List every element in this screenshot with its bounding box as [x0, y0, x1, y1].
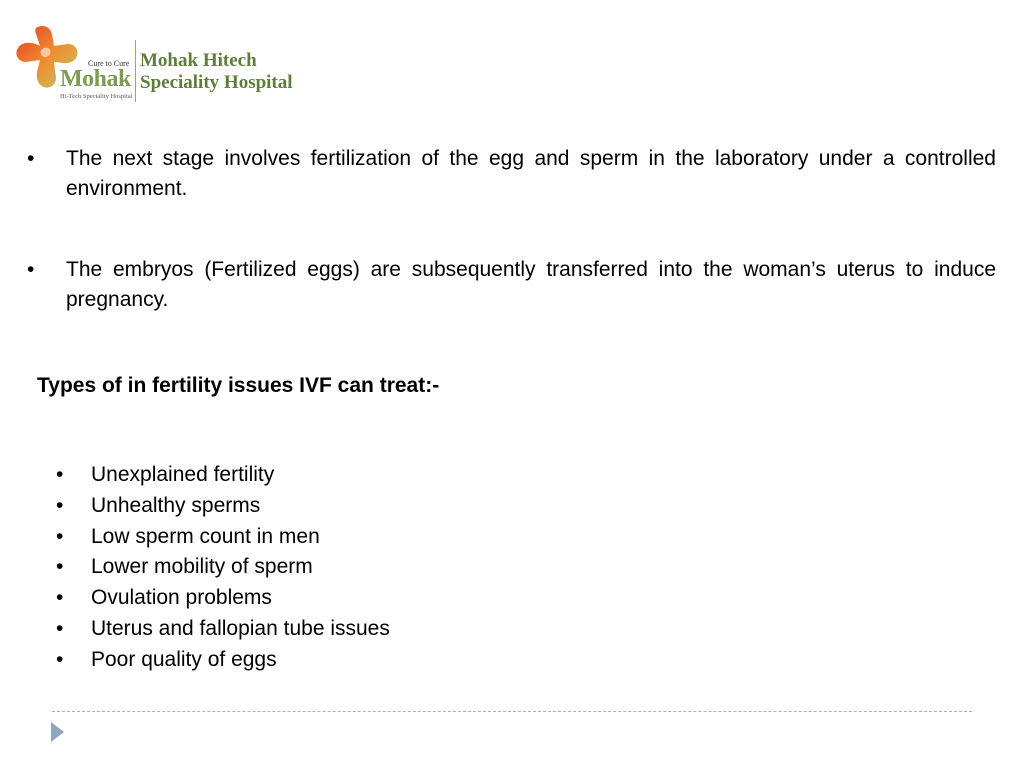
list-item-text: Poor quality of eggs	[91, 647, 277, 671]
play-arrow-icon[interactable]	[51, 722, 64, 742]
hospital-name	[140, 50, 293, 94]
bullet-icon: •	[56, 647, 64, 671]
list-item	[56, 614, 390, 645]
list-item-text: Unhealthy sperms	[91, 493, 261, 517]
bullet-icon: •	[27, 147, 35, 170]
bullet-icon: •	[56, 463, 64, 486]
paragraph-fertilization	[27, 144, 996, 204]
list-item	[56, 491, 390, 522]
hospital-name-line-1: Mohak Hitech	[140, 50, 257, 71]
list-item	[56, 583, 390, 614]
logo-short-name: Mohak	[60, 66, 131, 92]
bullet-icon: •	[27, 258, 35, 281]
paragraph-text: The embryos (Fertilized eggs) are subsequently transferred into the woman’s uterus to induce pregnancy.	[66, 258, 996, 311]
paragraph-text: The next stage involves fertilization of the egg and sperm in the laboratory under a controlled environment.	[66, 147, 996, 200]
list-item-text: Unexplained fertility	[91, 463, 275, 486]
logo-tagline: Cure to Cure	[88, 59, 130, 68]
bullet-icon: •	[56, 616, 64, 640]
hospital-name-line-2: Speciality Hospital	[140, 72, 293, 93]
list-item-text: Ovulation problems	[91, 586, 272, 610]
logo-sub-text: Hi-Tech Speciality Hospital	[60, 93, 133, 100]
list-item-text: Low sperm count in men	[91, 524, 320, 548]
bullet-icon: •	[56, 555, 64, 579]
hospital-logo	[14, 24, 314, 108]
paragraph-embryo-transfer	[27, 255, 996, 315]
list-item	[56, 460, 390, 491]
list-item-text: Lower mobility of sperm	[91, 555, 313, 579]
list-item	[56, 645, 390, 676]
bullet-icon: •	[56, 586, 64, 610]
list-item	[56, 552, 390, 583]
logo-divider	[135, 40, 136, 102]
bullet-icon: •	[56, 524, 64, 548]
list-item-text: Uterus and fallopian tube issues	[91, 616, 390, 640]
infertility-issues-list	[56, 460, 390, 676]
section-heading: Types of in fertility issues IVF can treat:-	[37, 374, 440, 397]
bullet-icon: •	[56, 493, 64, 517]
footer-divider	[52, 711, 972, 712]
list-item	[56, 522, 390, 553]
